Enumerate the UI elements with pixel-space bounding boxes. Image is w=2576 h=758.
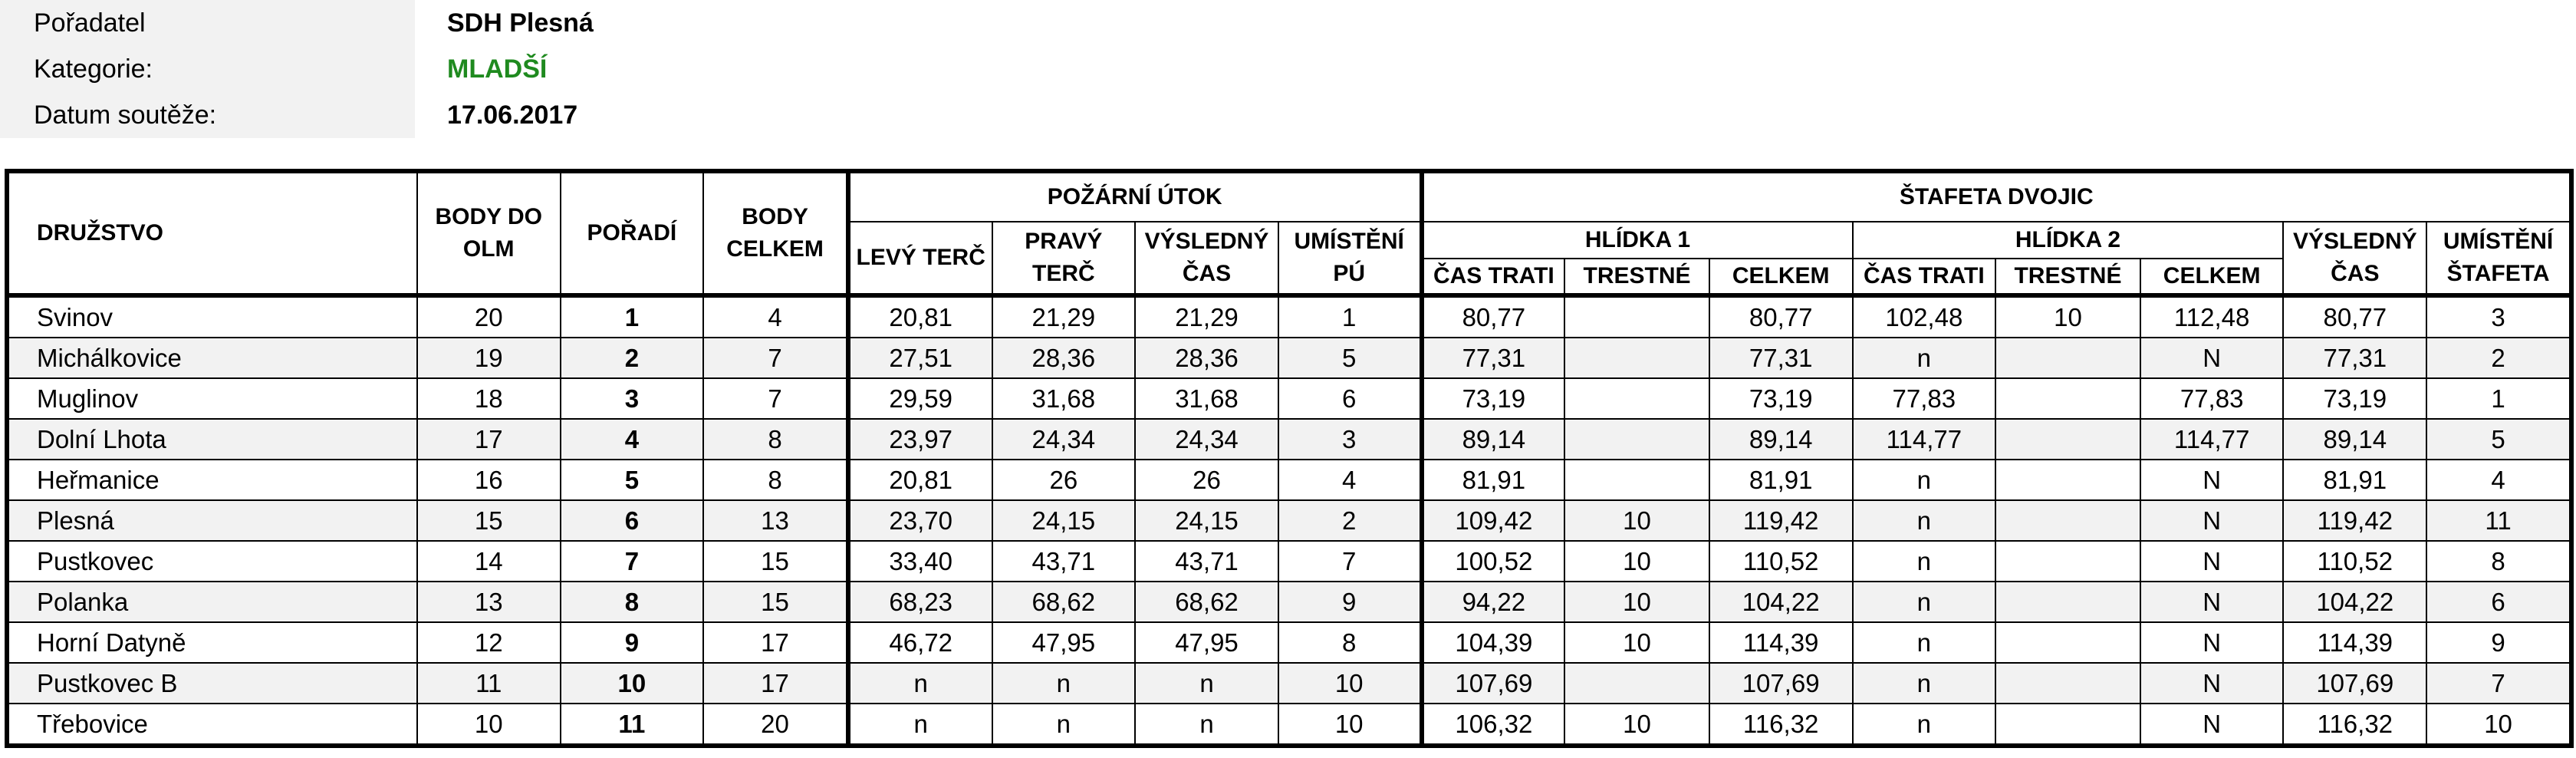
cell-points-olm: 16 [417,460,561,500]
cell-g1-penalty: 10 [1564,622,1709,663]
cell-g1-track-time: 80,77 [1422,295,1565,338]
category-label: Kategorie: [0,46,415,92]
cell-points-total: 7 [703,338,848,378]
cell-g1-penalty [1564,663,1709,704]
cell-points-olm: 12 [417,622,561,663]
cell-g2-penalty [1995,541,2140,582]
header-right-target: PRAVÝ TERČ [992,222,1136,295]
organizer-value: SDH Plesná [447,8,594,38]
cell-g1-penalty [1564,295,1709,338]
cell-rank: 11 [561,704,704,746]
cell-right-target: 43,71 [992,541,1136,582]
cell-final-time: 28,36 [1135,338,1278,378]
cell-placement-relay: 4 [2426,460,2571,500]
cell-left-target: 20,81 [848,460,992,500]
cell-placement-pu: 4 [1278,460,1422,500]
cell-left-target: 33,40 [848,541,992,582]
cell-g2-penalty [1995,460,2140,500]
cell-points-total: 17 [703,663,848,704]
cell-placement-relay: 8 [2426,541,2571,582]
cell-team: Třebovice [7,704,417,746]
cell-points-total: 17 [703,622,848,663]
cell-g2-track-time: n [1853,663,1996,704]
cell-g1-track-time: 89,14 [1422,419,1565,460]
cell-g2-total: N [2140,622,2284,663]
cell-right-target: 24,34 [992,419,1136,460]
category-row [0,46,767,92]
date-label: Datum soutěže: [0,92,415,138]
cell-g2-total: N [2140,338,2284,378]
cell-points-total: 4 [703,295,848,338]
table-row [7,582,2571,622]
header-points-olm: BODY DO OLM [417,171,561,295]
cell-final-time: n [1135,663,1278,704]
cell-points-total: 7 [703,378,848,419]
cell-relay-final-time: 107,69 [2283,663,2426,704]
cell-left-target: 29,59 [848,378,992,419]
table-row [7,500,2571,541]
cell-relay-final-time: 104,22 [2283,582,2426,622]
cell-final-time: 68,62 [1135,582,1278,622]
cell-g2-track-time: n [1853,460,1996,500]
cell-g2-total: N [2140,541,2284,582]
cell-g2-penalty [1995,378,2140,419]
cell-placement-relay: 9 [2426,622,2571,663]
cell-points-olm: 14 [417,541,561,582]
table-row [7,378,2571,419]
cell-points-total: 15 [703,582,848,622]
cell-right-target: 31,68 [992,378,1136,419]
cell-g1-track-time: 81,91 [1422,460,1565,500]
cell-points-total: 8 [703,460,848,500]
header-g1-track-time: ČAS TRATI [1422,259,1565,295]
cell-placement-relay: 6 [2426,582,2571,622]
cell-left-target: n [848,704,992,746]
table-row [7,541,2571,582]
cell-g2-track-time: n [1853,582,1996,622]
cell-final-time: 31,68 [1135,378,1278,419]
cell-left-target: 23,70 [848,500,992,541]
cell-team: Pustkovec [7,541,417,582]
cell-g1-track-time: 94,22 [1422,582,1565,622]
header-g2-penalty: TRESTNÉ [1995,259,2140,295]
cell-points-olm: 11 [417,663,561,704]
cell-g2-penalty: 10 [1995,295,2140,338]
cell-g1-penalty: 10 [1564,541,1709,582]
cell-placement-pu: 9 [1278,582,1422,622]
cell-points-olm: 15 [417,500,561,541]
results-table [5,169,2574,748]
cell-g2-total: N [2140,460,2284,500]
cell-g1-track-time: 100,52 [1422,541,1565,582]
cell-g1-penalty: 10 [1564,704,1709,746]
cell-team: Dolní Lhota [7,419,417,460]
cell-team: Polanka [7,582,417,622]
cell-relay-final-time: 116,32 [2283,704,2426,746]
cell-g2-total: 114,77 [2140,419,2284,460]
cell-relay-final-time: 119,42 [2283,500,2426,541]
cell-right-target: 68,62 [992,582,1136,622]
cell-g2-penalty [1995,500,2140,541]
cell-g2-penalty [1995,704,2140,746]
cell-g1-total: 73,19 [1709,378,1853,419]
cell-team: Muglinov [7,378,417,419]
cell-points-total: 8 [703,419,848,460]
cell-team: Horní Datyně [7,622,417,663]
date-row [0,92,767,138]
cell-rank: 10 [561,663,704,704]
cell-g1-track-time: 107,69 [1422,663,1565,704]
cell-rank: 1 [561,295,704,338]
header-g1-total: CELKEM [1709,259,1853,295]
cell-g1-penalty: 10 [1564,500,1709,541]
table-row [7,295,2571,338]
cell-g1-track-time: 109,42 [1422,500,1565,541]
header-g1-penalty: TRESTNÉ [1564,259,1709,295]
cell-relay-final-time: 77,31 [2283,338,2426,378]
cell-team: Pustkovec B [7,663,417,704]
cell-placement-relay: 11 [2426,500,2571,541]
cell-points-total: 15 [703,541,848,582]
cell-placement-relay: 10 [2426,704,2571,746]
category-value: MLADŠÍ [447,54,548,84]
table-body [7,295,2571,746]
cell-g1-penalty: 10 [1564,582,1709,622]
cell-left-target: 23,97 [848,419,992,460]
cell-g1-penalty [1564,378,1709,419]
header-points-total: BODY CELKEM [703,171,848,295]
cell-points-olm: 19 [417,338,561,378]
cell-placement-pu: 5 [1278,338,1422,378]
cell-placement-relay: 7 [2426,663,2571,704]
cell-team: Heřmanice [7,460,417,500]
cell-g2-penalty [1995,622,2140,663]
cell-right-target: 24,15 [992,500,1136,541]
cell-placement-pu: 2 [1278,500,1422,541]
cell-placement-pu: 10 [1278,704,1422,746]
cell-g2-track-time: 102,48 [1853,295,1996,338]
cell-right-target: 47,95 [992,622,1136,663]
cell-relay-final-time: 73,19 [2283,378,2426,419]
cell-g1-total: 107,69 [1709,663,1853,704]
cell-g1-track-time: 77,31 [1422,338,1565,378]
header-g2-total: CELKEM [2140,259,2284,295]
table-row [7,622,2571,663]
header-rank: POŘADÍ [561,171,704,295]
header-placement-pu: UMÍSTĚNÍ PÚ [1278,222,1422,295]
cell-left-target: n [848,663,992,704]
cell-placement-pu: 6 [1278,378,1422,419]
cell-g1-track-time: 106,32 [1422,704,1565,746]
cell-placement-relay: 5 [2426,419,2571,460]
cell-points-olm: 10 [417,704,561,746]
organizer-row [0,0,767,46]
cell-final-time: 21,29 [1135,295,1278,338]
cell-g1-total: 77,31 [1709,338,1853,378]
cell-g2-track-time: n [1853,338,1996,378]
cell-g1-track-time: 104,39 [1422,622,1565,663]
cell-g1-total: 116,32 [1709,704,1853,746]
cell-left-target: 68,23 [848,582,992,622]
cell-g2-track-time: n [1853,622,1996,663]
cell-relay-final-time: 80,77 [2283,295,2426,338]
header-relay-final-time: VÝSLEDNÝ ČAS [2283,222,2426,295]
cell-g2-penalty [1995,663,2140,704]
cell-g1-total: 89,14 [1709,419,1853,460]
cell-g1-total: 110,52 [1709,541,1853,582]
cell-placement-relay: 1 [2426,378,2571,419]
cell-final-time: 47,95 [1135,622,1278,663]
cell-right-target: 28,36 [992,338,1136,378]
cell-placement-relay: 3 [2426,295,2571,338]
cell-g2-penalty [1995,582,2140,622]
table-row [7,663,2571,704]
cell-team: Michálkovice [7,338,417,378]
cell-g1-total: 114,39 [1709,622,1853,663]
cell-rank: 9 [561,622,704,663]
cell-final-time: 26 [1135,460,1278,500]
cell-rank: 8 [561,582,704,622]
cell-left-target: 20,81 [848,295,992,338]
cell-final-time: 43,71 [1135,541,1278,582]
cell-g1-total: 81,91 [1709,460,1853,500]
cell-placement-relay: 2 [2426,338,2571,378]
cell-g2-total: 112,48 [2140,295,2284,338]
organizer-label: Pořadatel [0,0,415,46]
cell-rank: 4 [561,419,704,460]
cell-g2-track-time: 77,83 [1853,378,1996,419]
cell-g2-penalty [1995,338,2140,378]
cell-g2-total: N [2140,663,2284,704]
cell-g1-total: 104,22 [1709,582,1853,622]
cell-g2-track-time: n [1853,541,1996,582]
header-final-time: VÝSLEDNÝ ČAS [1135,222,1278,295]
header-relay: ŠTAFETA DVOJIC [1422,171,2571,222]
cell-rank: 6 [561,500,704,541]
cell-placement-pu: 7 [1278,541,1422,582]
header-left-target: LEVÝ TERČ [848,222,992,295]
cell-left-target: 46,72 [848,622,992,663]
cell-points-olm: 20 [417,295,561,338]
cell-relay-final-time: 110,52 [2283,541,2426,582]
cell-g1-penalty [1564,419,1709,460]
cell-relay-final-time: 89,14 [2283,419,2426,460]
cell-g1-penalty [1564,338,1709,378]
header-placement-relay: UMÍSTĚNÍ ŠTAFETA [2426,222,2571,295]
cell-g2-total: N [2140,500,2284,541]
cell-team: Svinov [7,295,417,338]
cell-points-total: 20 [703,704,848,746]
cell-rank: 2 [561,338,704,378]
cell-g2-track-time: n [1853,500,1996,541]
cell-rank: 5 [561,460,704,500]
cell-g1-penalty [1564,460,1709,500]
cell-final-time: 24,15 [1135,500,1278,541]
table-row [7,704,2571,746]
cell-g2-total: N [2140,704,2284,746]
cell-g2-track-time: n [1853,704,1996,746]
header-guard-2: HLÍDKA 2 [1853,222,2284,259]
cell-points-olm: 13 [417,582,561,622]
cell-right-target: 26 [992,460,1136,500]
cell-final-time: n [1135,704,1278,746]
cell-placement-pu: 3 [1278,419,1422,460]
cell-placement-pu: 10 [1278,663,1422,704]
header-team: DRUŽSTVO [7,171,417,295]
table-row [7,338,2571,378]
cell-right-target: 21,29 [992,295,1136,338]
cell-placement-pu: 8 [1278,622,1422,663]
table-row [7,419,2571,460]
table-header [7,171,2571,295]
cell-points-total: 13 [703,500,848,541]
header-guard-1: HLÍDKA 1 [1422,222,1853,259]
cell-g2-total: N [2140,582,2284,622]
cell-relay-final-time: 114,39 [2283,622,2426,663]
cell-rank: 7 [561,541,704,582]
cell-placement-pu: 1 [1278,295,1422,338]
cell-right-target: n [992,704,1136,746]
cell-team: Plesná [7,500,417,541]
cell-g1-total: 119,42 [1709,500,1853,541]
header-g2-track-time: ČAS TRATI [1853,259,1996,295]
cell-g1-total: 80,77 [1709,295,1853,338]
header-fire-attack: POŽÁRNÍ ÚTOK [848,171,1422,222]
cell-left-target: 27,51 [848,338,992,378]
cell-g2-track-time: 114,77 [1853,419,1996,460]
cell-final-time: 24,34 [1135,419,1278,460]
cell-points-olm: 18 [417,378,561,419]
date-value: 17.06.2017 [447,101,578,130]
cell-g2-total: 77,83 [2140,378,2284,419]
cell-points-olm: 17 [417,419,561,460]
cell-right-target: n [992,663,1136,704]
cell-g2-penalty [1995,419,2140,460]
cell-g1-track-time: 73,19 [1422,378,1565,419]
cell-relay-final-time: 81,91 [2283,460,2426,500]
cell-rank: 3 [561,378,704,419]
table-row [7,460,2571,500]
